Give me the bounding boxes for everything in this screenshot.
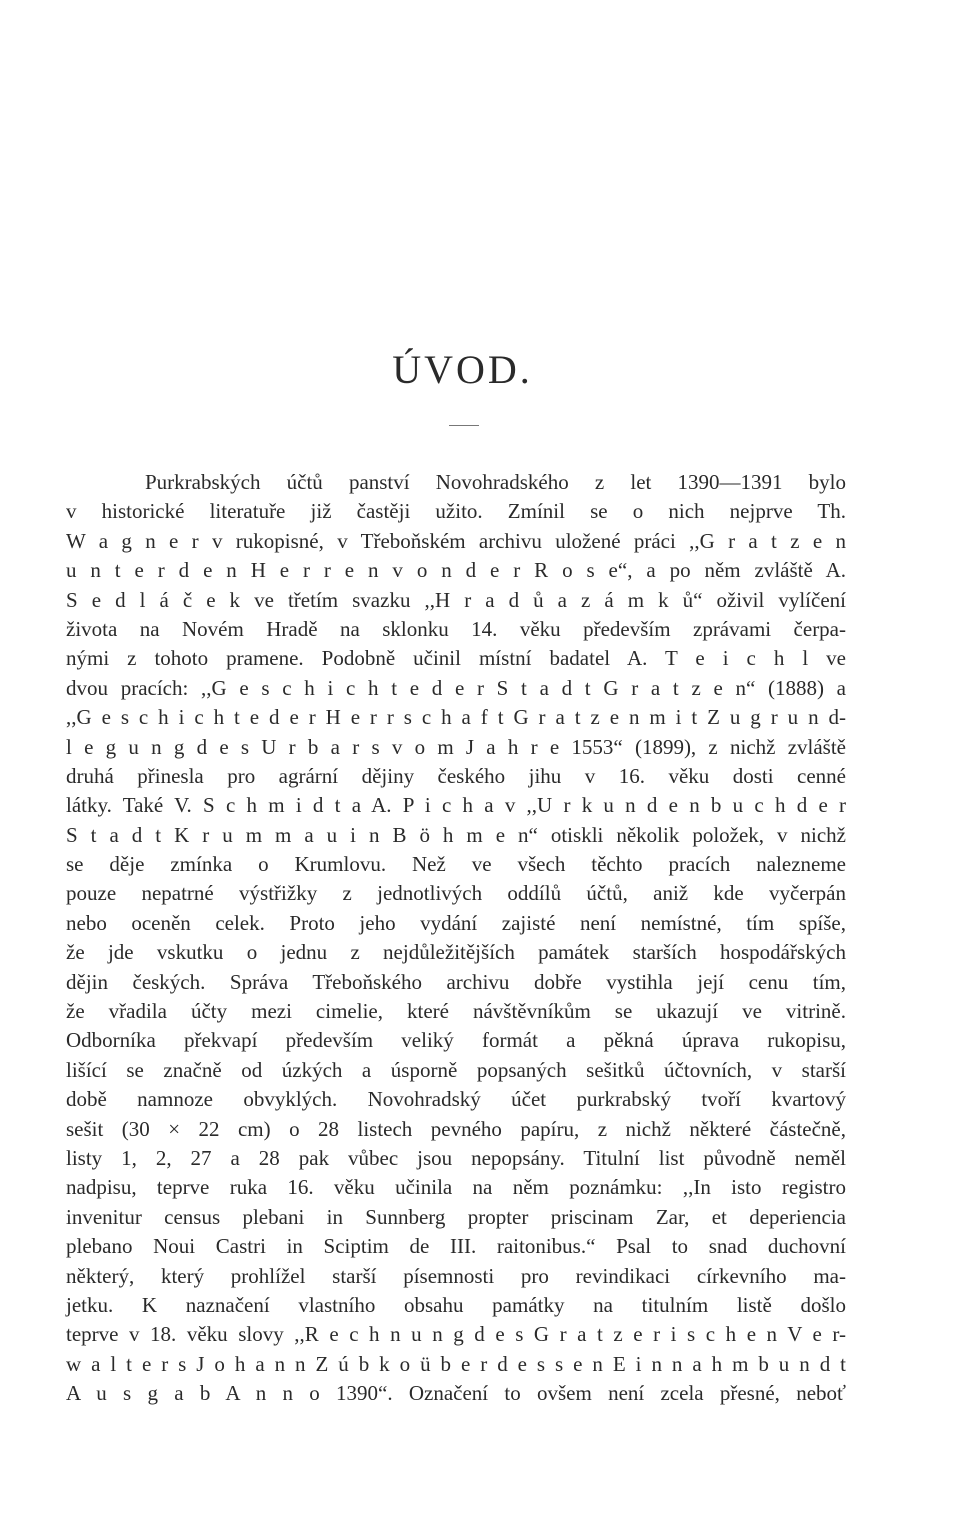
text-line: se děje zmínka o Krumlovu. Než ve všech těchto pracích nalezneme bbox=[66, 852, 846, 877]
text-line: v historické literatuře již častěji užito. Zmínil se o nich nejprve Th. bbox=[66, 499, 846, 524]
body-paragraph bbox=[66, 468, 846, 1409]
text-line: W a g n e r v rukopisné, v Třeboňském archivu uložené práci ,,G r a t z e n bbox=[66, 528, 846, 553]
text-line: listy 1, 2, 27 a 28 pak vůbec jsou nepopsány. Titulní list původně neměl bbox=[66, 1145, 846, 1170]
text-line: látky. Také V. S c h m i d t a A. P i c h a v ,,U r k u n d e n b u c h d e r bbox=[66, 793, 846, 818]
text-line: w a l t e r s J o h a n n Z ú b k o ü b e r d e s s e n E i n n a h m b u n d t bbox=[66, 1351, 846, 1376]
text-line: dějin českých. Správa Třeboňského archivu dobře vystihla její cenu tím, bbox=[66, 969, 846, 994]
text-line: S t a d t K r u m m a u i n B ö h m e n“ otiskli několik položek, v nichž bbox=[66, 822, 846, 847]
text-line: Odborníka překvapí především veliký formát a pěkná úprava rukopisu, bbox=[66, 1028, 846, 1053]
text-line: u n t e r d e n H e r r e n v o n d e r R o s e“, a po něm zvláště A. bbox=[66, 558, 846, 583]
text-line: S e d l á č e k ve třetím svazku ,,H r a d ů a z á m k ů“ oživil vylíčení bbox=[66, 587, 846, 612]
text-line: lišící se značně od úzkých a úsporně popsaných sešitků účtovních, v starší bbox=[66, 1057, 846, 1082]
text-line: době namnoze obvyklých. Novohradský účet purkrabský tvoří kvartový bbox=[66, 1087, 846, 1112]
text-line: nebo oceněn celek. Proto jeho vydání zajisté není nemístné, tím spíše, bbox=[66, 910, 846, 935]
text-line: dvou pracích: ,,G e s c h i c h t e d e r S t a d t G r a t z e n“ (1888) a bbox=[66, 675, 846, 700]
title-divider bbox=[449, 425, 479, 426]
text-line: Purkrabských účtů panství Novohradského z let 1390—1391 bylo bbox=[145, 470, 846, 494]
text-line: že vřadila účty mezi cimelie, které návštěvníkům se ukazují ve vitrině. bbox=[66, 999, 846, 1024]
text-line: některý, který prohlížel starší písemnosti pro revindikaci církevního ma- bbox=[66, 1263, 846, 1288]
text-line: života na Novém Hradě na sklonku 14. věku především zprávami čerpa- bbox=[66, 616, 846, 641]
text-line: nadpisu, teprve ruka 16. věku učinila na něm poznámku: ,,In isto registro bbox=[66, 1175, 846, 1200]
text-line: jetku. K naznačení vlastního obsahu památky na titulním listě došlo bbox=[66, 1292, 846, 1317]
text-line: teprve v 18. věku slovy ,,R e c h n u n g d e s G r a t z e r i s c h e n V e r- bbox=[66, 1322, 846, 1347]
text-line: že jde vskutku o jednu z nejdůležitějších památek starších hospodářských bbox=[66, 940, 846, 965]
text-line: l e g u n g d e s U r b a r s v o m J a h r e 1553“ (1899), z nichž zvláště bbox=[66, 734, 846, 759]
text-line: sešit (30 × 22 cm) o 28 listech pevného papíru, z nichž některé částečně, bbox=[66, 1116, 846, 1141]
text-line: pouze nepatrné výstřižky z jednotlivých oddílů účtů, aniž kde vyčerpán bbox=[66, 881, 846, 906]
text-line: A u s g a b A n n o 1390“. Označení to ovšem není zcela přesné, neboť bbox=[66, 1381, 846, 1406]
page-title: ÚVOD. bbox=[392, 347, 533, 392]
text-line: plebano Noui Castri in Sciptim de III. raitonibus.“ Psal to snad duchovní bbox=[66, 1234, 846, 1259]
text-line: ,,G e s c h i c h t e d e r H e r r s c h a f t G r a t z e n m i t Z u g r u n d- bbox=[66, 705, 846, 730]
text-line: druhá přinesla pro agrární dějiny českého jihu v 16. věku dosti cenné bbox=[66, 763, 846, 788]
text-line: nými z tohoto pramene. Podobně učinil místní badatel A. T e i c h l ve bbox=[66, 646, 846, 671]
text-line: invenitur census plebani in Sunnberg propter priscinam Zar, et deperiencia bbox=[66, 1204, 846, 1229]
